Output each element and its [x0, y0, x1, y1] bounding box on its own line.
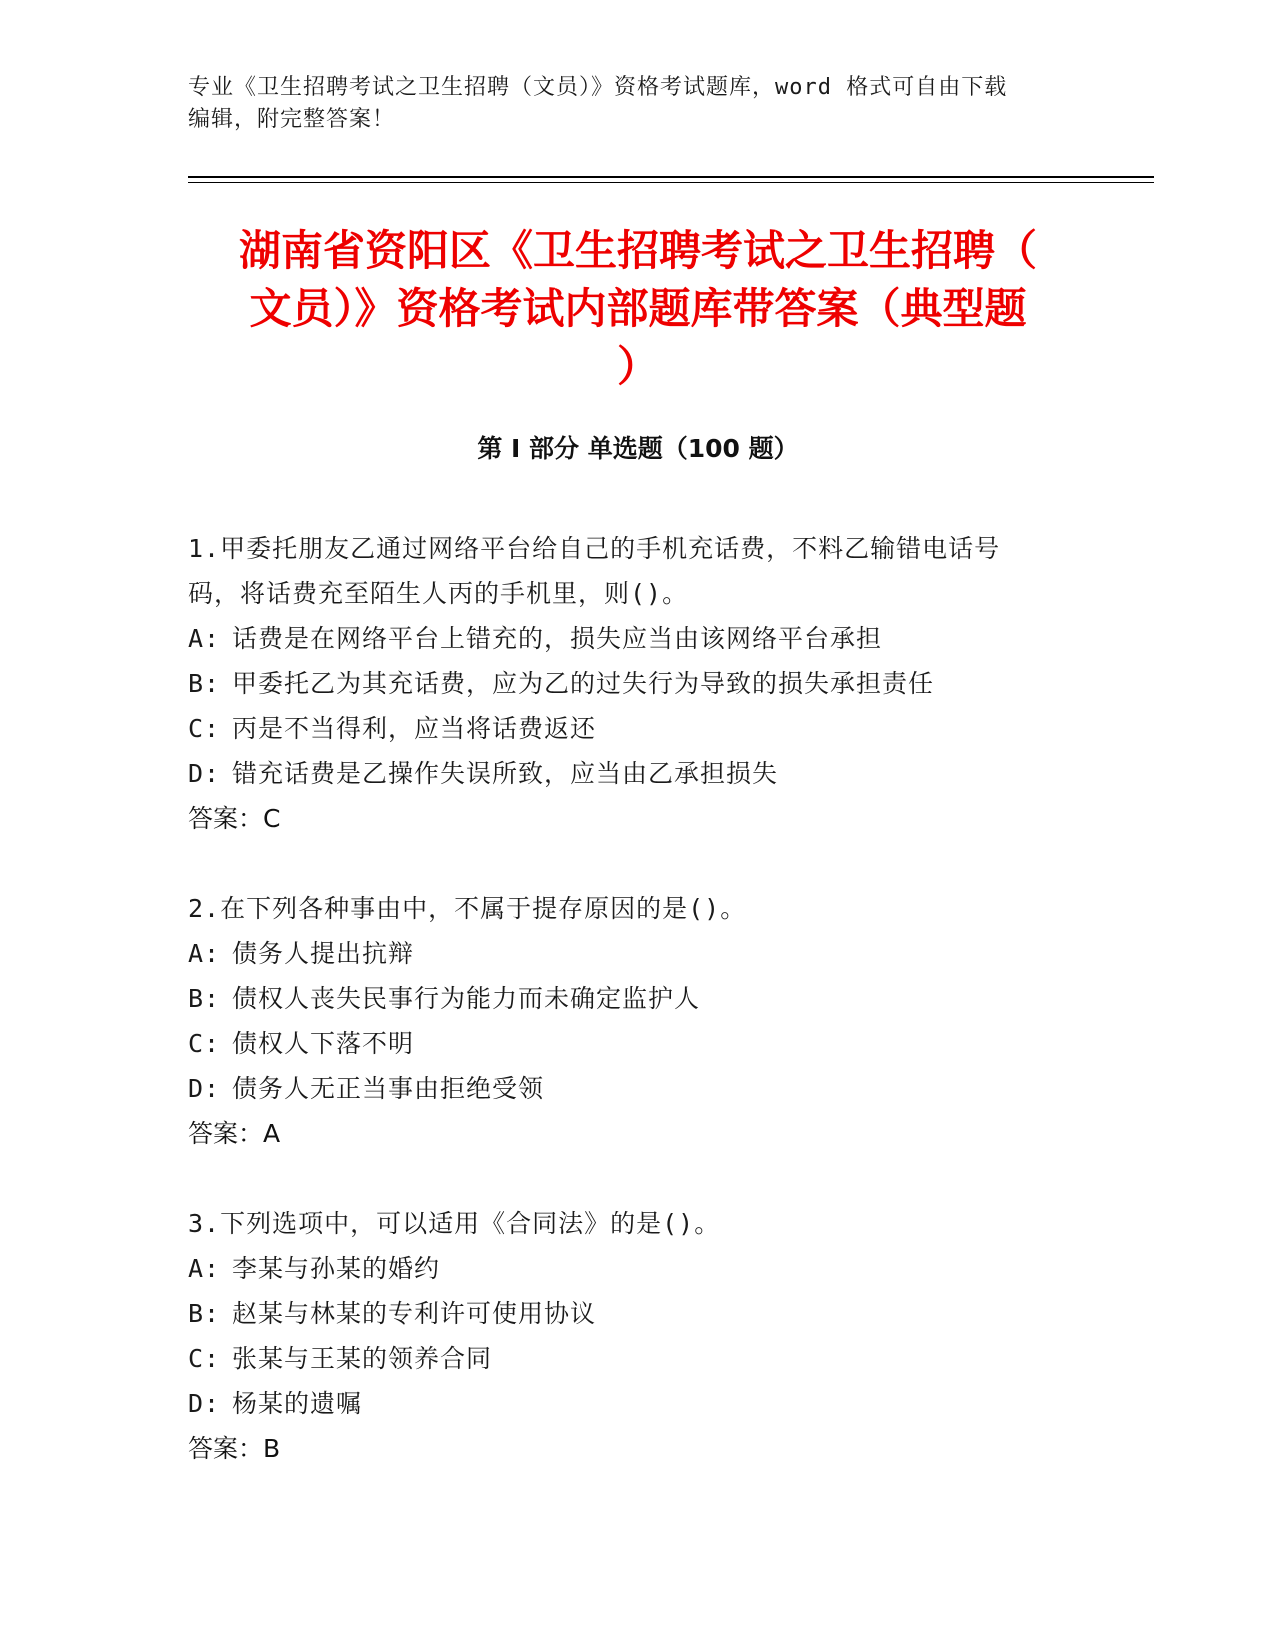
option-text: 杨某的遗嘱 [232, 1389, 363, 1418]
option-c [188, 1021, 1068, 1066]
option-text: 债权人下落不明 [232, 1029, 415, 1058]
section-heading: 第 I 部分 单选题（100 题） [477, 434, 799, 463]
option-c [188, 1336, 1068, 1381]
option-b [188, 976, 1068, 1021]
option-text: 甲委托乙为其充话费，应为乙的过失行为导致的损失承担责任 [232, 669, 935, 698]
option-key: C: [188, 1344, 221, 1373]
question-item [188, 1201, 1068, 1471]
question-list [188, 526, 1068, 1516]
header-note [188, 72, 1068, 136]
option-text: 债权人丧失民事行为能力而未确定监护人 [232, 984, 701, 1013]
option-a [188, 931, 1068, 976]
question-stem: 1.甲委托朋友乙通过网络平台给自己的手机充话费，不料乙输错电话号码，将话费充至陌生人丙的手机里，则()。 [188, 534, 1001, 608]
question-stem: 2.在下列各种事由中，不属于提存原因的是()。 [188, 894, 747, 923]
option-text: 丙是不当得利，应当将话费返还 [232, 714, 597, 743]
option-key: B: [188, 669, 221, 698]
option-key: C: [188, 1029, 221, 1058]
option-key: D: [188, 759, 221, 788]
document-title-line-1: 湖南省资阳区《卫生招聘考试之卫生招聘（ [238, 226, 1037, 275]
option-text: 赵某与林某的专利许可使用协议 [232, 1299, 597, 1328]
option-key: A: [188, 1254, 221, 1283]
option-b [188, 661, 1068, 706]
question-item [188, 526, 1068, 841]
option-text: 债务人提出抗辩 [232, 939, 415, 968]
option-text: 错充话费是乙操作失误所致，应当由乙承担损失 [232, 759, 779, 788]
header-note-line-1: 专业《卫生招聘考试之卫生招聘（文员）》资格考试题库，word 格式可自由下载 [188, 75, 1008, 100]
document-title-line-3: ） [616, 342, 659, 391]
option-a [188, 616, 1068, 661]
option-text: 张某与王某的领养合同 [232, 1344, 493, 1373]
option-key: A: [188, 624, 221, 653]
question-stem: 3.下列选项中，可以适用《合同法》的是()。 [188, 1209, 721, 1238]
document-title-line-2: 文员）》资格考试内部题库带答案（典型题 [249, 284, 1027, 333]
option-a [188, 1246, 1068, 1291]
option-b [188, 1291, 1068, 1336]
option-d [188, 1066, 1068, 1111]
option-text: 债务人无正当事由拒绝受领 [232, 1074, 545, 1103]
option-d [188, 1381, 1068, 1426]
question-item [188, 886, 1068, 1156]
header-note-line-2: 编辑，附完整答案！ [188, 107, 396, 132]
option-text: 李某与孙某的婚约 [232, 1254, 441, 1283]
option-key: D: [188, 1389, 221, 1418]
option-text: 话费是在网络平台上错充的，损失应当由该网络平台承担 [232, 624, 883, 653]
answer-line: 答案：B [188, 1434, 281, 1463]
option-key: A: [188, 939, 221, 968]
answer-line: 答案：A [188, 1119, 281, 1148]
option-key: D: [188, 1074, 221, 1103]
option-c [188, 706, 1068, 751]
option-d [188, 751, 1068, 796]
option-key: B: [188, 984, 221, 1013]
option-key: B: [188, 1299, 221, 1328]
answer-line: 答案：C [188, 804, 281, 833]
header-divider-thin [188, 182, 1154, 183]
header-divider-thick [188, 176, 1154, 178]
document-title [188, 222, 1088, 396]
option-key: C: [188, 714, 221, 743]
